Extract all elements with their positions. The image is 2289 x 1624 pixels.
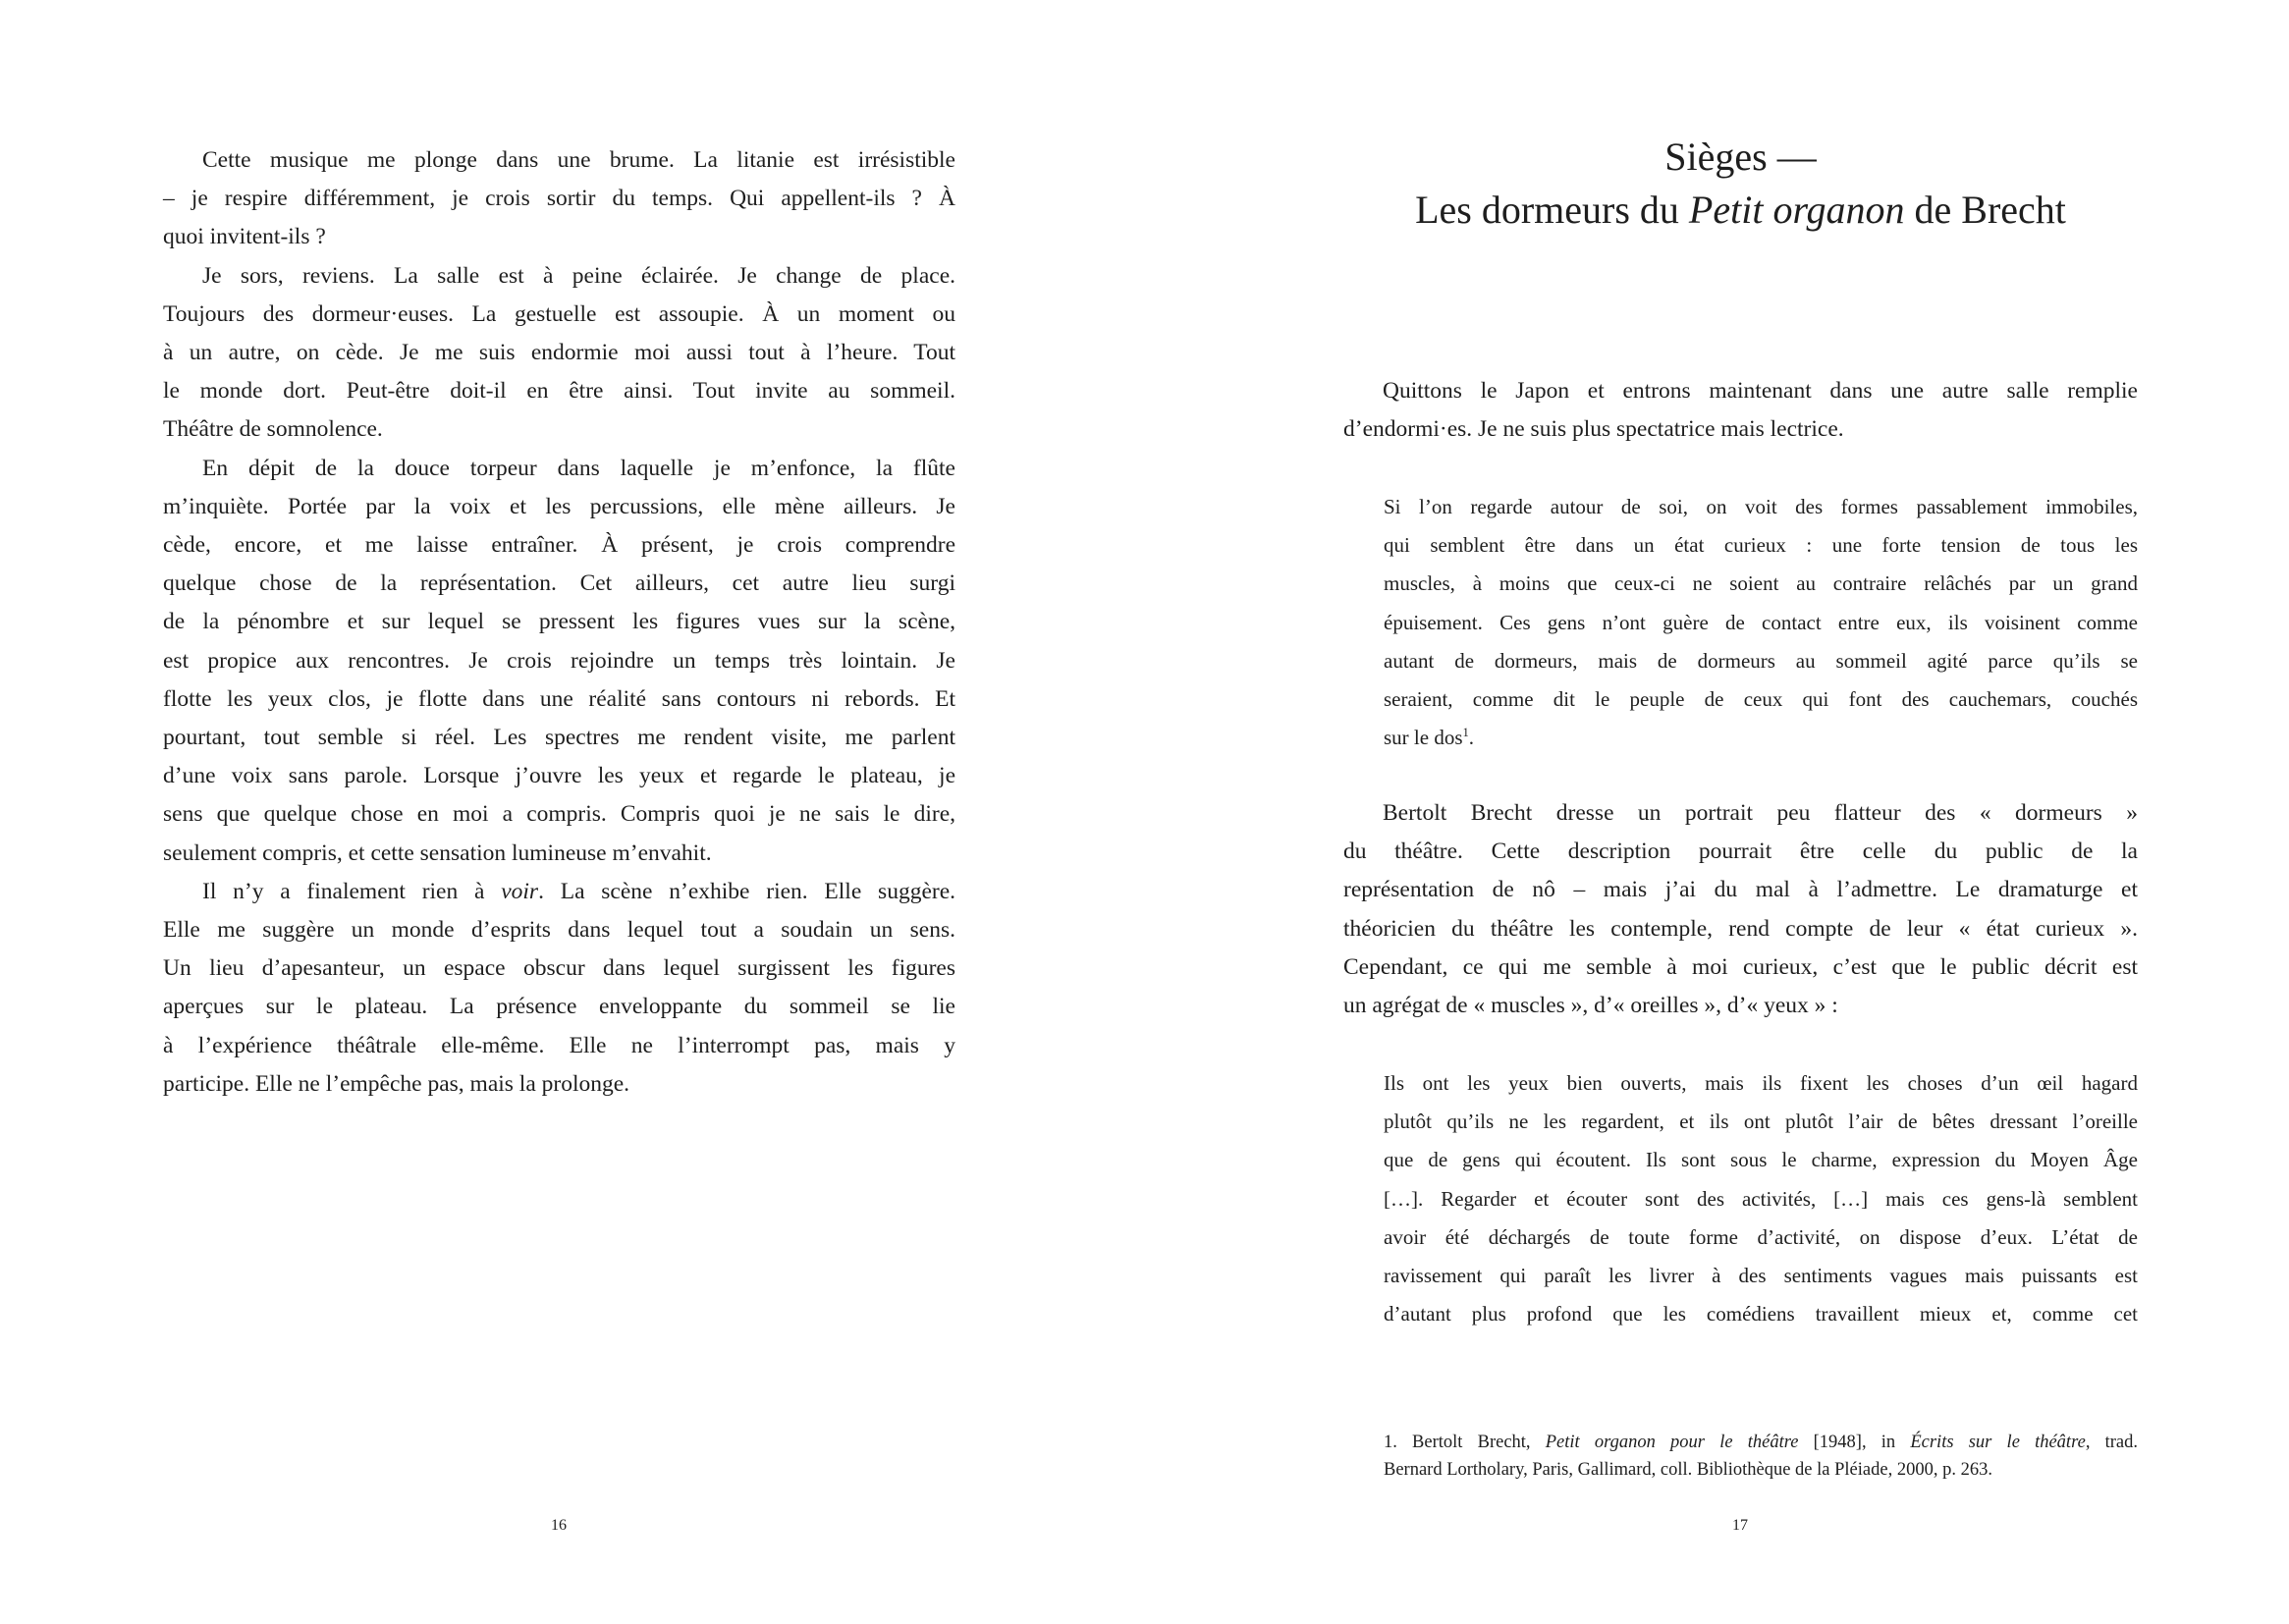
text-segment: d’une voix sans parole. Lorsque j’ouvre les yeux et regarde le plateau, je — [163, 763, 955, 789]
footnote — [1384, 1429, 2138, 1484]
text-line — [1384, 1429, 2138, 1456]
text-segment: – je respire différemment, je crois sortir du temps. Qui appellent-ils ? À — [163, 186, 955, 212]
text-segment: Elle me suggère un monde d’esprits dans lequel tout a soudain un sens. — [163, 917, 955, 944]
paragraph — [1384, 488, 2138, 757]
text-line — [163, 795, 955, 834]
italic-text: Écrits sur le théâtre — [1910, 1433, 2086, 1452]
text-segment: sens que quelque chose en moi a compris. Compris quoi je ne sais le dire, — [163, 801, 955, 828]
chapter-title — [1343, 131, 2138, 237]
block-quote-1 — [1384, 488, 2138, 757]
text-line — [163, 410, 955, 449]
title-italic: Petit organon — [1688, 188, 1905, 232]
text-segment: qui semblent être dans un état curieux : une forte tension de tous les — [1384, 533, 2138, 558]
text-line — [163, 296, 955, 334]
text-line — [1384, 1141, 2138, 1179]
text-segment: d’endormi·es. Je ne suis plus spectatrice mais lectrice. — [1343, 416, 1844, 443]
text-segment: Si l’on regarde autour de soi, on voit des formes passablement immobiles, — [1384, 495, 2138, 518]
text-segment: théoricien du théâtre les contemple, rend compte de leur « état curieux ». — [1343, 915, 2138, 942]
text-line — [163, 450, 955, 488]
text-line — [1384, 642, 2138, 680]
text-line — [1343, 372, 2138, 410]
text-line — [1343, 910, 2138, 948]
page-number-right: 17 — [1732, 1517, 1748, 1534]
text-segment: avoir été déchargés de toute forme d’activité, on dispose d’eux. L’état de — [1384, 1224, 2138, 1249]
text-segment: Toujours des dormeur·euses. La gestuelle est assoupie. À un moment ou — [163, 300, 955, 327]
text-line — [163, 757, 955, 795]
text-segment: sur le dos — [1384, 726, 1463, 750]
left-body-text — [163, 141, 955, 1104]
text-segment: Un lieu d’apesanteur, un espace obscur dans lequel surgissent les figures — [163, 955, 955, 982]
text-segment: En dépit de la douce torpeur dans laquelle je m’enfonce, la flûte — [202, 455, 955, 481]
text-segment: cède, encore, et me laisse entraîner. À présent, je crois comprendre — [163, 532, 955, 559]
text-line — [163, 873, 955, 911]
text-line — [163, 911, 955, 949]
title-text: de Brecht — [1904, 188, 2066, 232]
text-segment: 1. Bertolt Brecht, — [1384, 1433, 1546, 1452]
text-line — [1343, 987, 2138, 1025]
text-segment: plutôt qu’ils ne les regardent, et ils ont plutôt l’air de bêtes dressant l’oreille — [1384, 1110, 2138, 1134]
text-segment: flotte les yeux clos, je flotte dans une réalité sans contours ni rebords. Et — [163, 685, 955, 712]
text-line — [163, 180, 955, 218]
text-line — [1384, 1295, 2138, 1333]
text-segment: à l’expérience théâtrale elle-même. Elle ne l’interrompt pas, mais y — [163, 1032, 955, 1058]
text-line — [163, 257, 955, 296]
text-line — [1343, 833, 2138, 871]
title-text: Les dormeurs du — [1415, 188, 1689, 232]
text-line — [1343, 410, 2138, 449]
text-segment: aperçues sur le plateau. La présence enveloppante du sommeil se lie — [163, 994, 955, 1020]
text-segment: seulement compris, et cette sensation lumineuse m’envahit. — [163, 839, 712, 866]
text-segment: est propice aux rencontres. Je crois rejoindre un temps très lointain. Je — [163, 647, 955, 674]
text-line — [1343, 948, 2138, 987]
text-segment: […]. Regarder et écouter sont des activités, […] mais ces gens-là semblent — [1384, 1186, 2138, 1211]
text-segment: seraient, comme dit le peuple de ceux qui font des cauchemars, couchés — [1384, 687, 2138, 712]
text-segment: de la pénombre et sur lequel se pressent les figures vues sur la scène, — [163, 609, 955, 635]
text-segment: ravissement qui paraît les livrer à des sentiments vagues mais puissants est — [1384, 1264, 2138, 1288]
text-line — [1343, 871, 2138, 909]
paragraph — [163, 141, 955, 257]
text-line — [163, 218, 955, 256]
text-segment: [1948], in — [1798, 1433, 1911, 1452]
text-line — [1384, 1180, 2138, 1218]
text-segment: Je sors, reviens. La salle est à peine éclairée. Je change de place. — [202, 262, 955, 289]
text-line — [163, 372, 955, 410]
text-segment: muscles, à moins que ceux-ci ne soient au contraire relâchés par un grand — [1384, 571, 2138, 596]
text-segment: , trad. — [2085, 1433, 2139, 1452]
text-line — [1384, 719, 2138, 757]
text-segment: d’autant plus profond que les comédiens travaillent mieux et, comme cet — [1384, 1302, 2138, 1326]
text-line — [1384, 1456, 2138, 1484]
paragraph — [163, 450, 955, 873]
text-segment: pourtant, tout semble si réel. Les spectres me rendent visite, me parlent — [163, 725, 955, 751]
text-line — [163, 488, 955, 526]
left-page — [0, 0, 1144, 1624]
italic-text: Petit organon pour le théâtre — [1545, 1433, 1799, 1452]
text-segment: le monde dort. Peut-être doit-il en être ainsi. Tout invite au sommeil. — [163, 378, 955, 405]
text-segment: Il n’y a finalement rien à — [202, 878, 502, 904]
paragraph — [1384, 1064, 2138, 1333]
page-number-left: 16 — [551, 1517, 567, 1534]
text-line — [163, 565, 955, 603]
text-segment: représentation de nô – mais j’ai du mal à l’admettre. Le dramaturge et — [1343, 877, 2138, 903]
text-line — [1384, 1064, 2138, 1103]
text-line — [163, 680, 955, 719]
text-segment: épuisement. Ces gens n’ont guère de contact entre eux, ils voisinent comme — [1384, 610, 2138, 634]
paragraph — [163, 257, 955, 450]
text-line — [163, 141, 955, 180]
text-segment: Cependant, ce qui me semble à moi curieux, c’est que le public décrit est — [1343, 953, 2138, 980]
text-line — [1384, 604, 2138, 642]
text-line — [1384, 1218, 2138, 1257]
text-line — [163, 835, 955, 873]
text-segment: participe. Elle ne l’empêche pas, mais la prolonge. — [163, 1070, 630, 1097]
text-segment: quoi invitent-ils ? — [163, 224, 326, 250]
paragraph — [1343, 372, 2138, 449]
text-segment: autant de dormeurs, mais de dormeurs au sommeil agité parce qu’ils se — [1384, 648, 2138, 673]
paragraph — [1343, 794, 2138, 1025]
paragraph — [1384, 1429, 2138, 1484]
text-line — [163, 1065, 955, 1104]
text-line — [1343, 794, 2138, 833]
text-line — [1384, 488, 2138, 526]
text-line — [163, 949, 955, 988]
text-line — [163, 526, 955, 565]
body-paragraph — [1343, 794, 2138, 1025]
footnote-ref: 1 — [1462, 726, 1469, 740]
text-segment: . — [1468, 726, 1475, 750]
text-line — [163, 1027, 955, 1065]
text-segment: Quittons le Japon et entrons maintenant dans une autre salle remplie — [1383, 378, 2138, 404]
text-segment: Bertolt Brecht dresse un portrait peu flatteur des « dormeurs » — [1383, 800, 2138, 826]
text-segment: Ils ont les yeux bien ouverts, mais ils fixent les choses d’un œil hagard — [1384, 1071, 2138, 1095]
text-line — [163, 988, 955, 1026]
text-segment: . La scène n’exhibe rien. Elle suggère. — [538, 878, 955, 904]
text-line — [1384, 1103, 2138, 1141]
title-line-1: Sièges — — [1664, 135, 1817, 179]
text-line — [1384, 565, 2138, 603]
text-segment: Cette musique me plonge dans une brume. La litanie est irrésistible — [202, 147, 955, 173]
text-line — [163, 334, 955, 372]
text-segment: du théâtre. Cette description pourrait être celle du public de la — [1343, 839, 2138, 865]
text-line — [1384, 526, 2138, 565]
text-segment: Théâtre de somnolence. — [163, 416, 383, 443]
text-segment: quelque chose de la représentation. Cet ailleurs, cet autre lieu surgi — [163, 570, 955, 597]
text-segment: que de gens qui écoutent. Ils sont sous le charme, expression du Moyen Âge — [1384, 1148, 2138, 1172]
italic-text: voir — [501, 878, 539, 904]
block-quote-2 — [1384, 1064, 2138, 1333]
title-line-2 — [1343, 184, 2138, 237]
text-segment: m’inquiète. Portée par la voix et les percussions, elle mène ailleurs. Je — [163, 493, 955, 519]
text-segment: un agrégat de « muscles », d’« oreilles », d’« yeux » : — [1343, 993, 1838, 1019]
text-line — [1384, 1257, 2138, 1295]
text-line — [1384, 680, 2138, 719]
text-line — [163, 642, 955, 680]
right-page — [1144, 0, 2289, 1624]
text-segment: Bernard Lortholary, Paris, Gallimard, coll. Bibliothèque de la Pléiade, 2000, p. 263. — [1384, 1460, 1992, 1480]
intro-paragraph — [1343, 372, 2138, 449]
text-line — [163, 719, 955, 757]
paragraph — [163, 873, 955, 1104]
text-segment: à un autre, on cède. Je me suis endormie moi aussi tout à l’heure. Tout — [163, 340, 955, 366]
text-line — [163, 603, 955, 641]
